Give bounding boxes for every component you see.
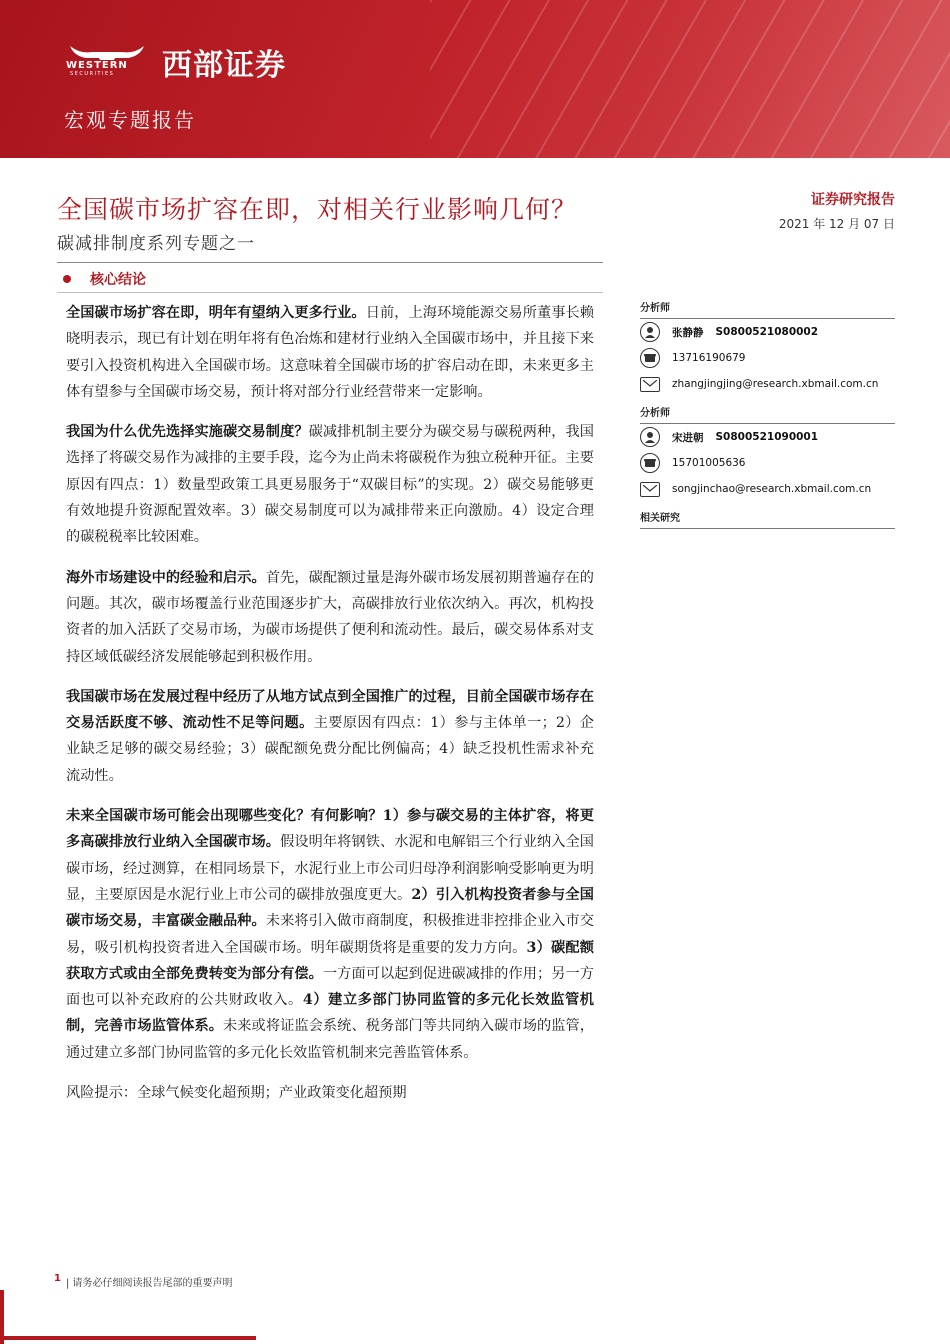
phone-icon xyxy=(640,453,660,473)
analyst-1-name: 张静静 xyxy=(672,326,704,339)
footer-accent-horizontal xyxy=(0,1336,256,1340)
analyst-2-phone[interactable]: 15701005636 xyxy=(672,457,746,469)
section-heading: 核心结论 xyxy=(90,272,146,288)
report-type: 宏观专题报告 xyxy=(64,108,196,132)
report-date: 2021 年 12 月 07 日 xyxy=(778,217,895,231)
paragraph-3-lead: 海外市场建设中的经验和启示。 xyxy=(66,569,266,586)
analyst-label: 分析师 xyxy=(640,401,895,424)
related-research-label: 相关研究 xyxy=(640,506,895,529)
analyst-2-name: 宋进朝 xyxy=(672,431,704,444)
paragraph-3 xyxy=(66,565,594,670)
paragraph-5 xyxy=(66,803,594,1066)
analyst-2-email[interactable]: songjinchao@research.xbmail.com.cn xyxy=(672,483,872,495)
analyst-block-2 xyxy=(640,401,895,502)
paragraph-5-lead-2: 2）引入机构投资者参与全国碳市场交易，丰富碳金融品种。 xyxy=(66,886,594,930)
title-divider xyxy=(57,262,603,263)
analyst-label: 分析师 xyxy=(640,296,895,319)
paragraph-5-lead-3: 3）碳配额获取方式或由全部免费转变为部分有偿。 xyxy=(66,939,594,982)
paragraph-4-text: 主要原因有四点：1）参与主体单一；2）企业缺乏足够的碳交易经验；3）碳配额免费分配比例偏高；4）缺乏投机性需求补充流动性。 xyxy=(66,715,594,784)
section-bullet-icon xyxy=(63,275,71,283)
analyst-1-id: S0800521080002 xyxy=(715,326,819,338)
analyst-1-name-row xyxy=(640,319,895,345)
logo-chinese: 西部证券 xyxy=(162,48,286,83)
analyst-block-1 xyxy=(640,296,895,397)
paragraph-5-text-4: 未来或将证监会系统、税务部门等共同纳入碳市场的监管，通过建立多部门协同监管的多元化长效监管机制来完善监管体系。 xyxy=(66,1018,594,1061)
mail-icon xyxy=(640,482,660,497)
analyst-1-phone[interactable]: 13716190679 xyxy=(672,352,746,364)
core-conclusions xyxy=(66,300,594,1106)
mail-icon xyxy=(640,377,660,392)
footer-disclaimer: | 请务必仔细阅读报告尾部的重要声明 xyxy=(66,1278,233,1289)
analyst-2-email-row xyxy=(640,476,895,502)
analyst-1-email[interactable]: zhangjingjing@research.xbmail.com.cn xyxy=(672,378,879,390)
paragraph-1 xyxy=(66,300,594,405)
paragraph-2-lead: 我国为什么优先选择实施碳交易制度？ xyxy=(66,424,309,441)
phone-icon xyxy=(640,348,660,368)
logo-english-sub: SECURITIES xyxy=(70,71,115,77)
report-subtitle: 碳减排制度系列专题之一 xyxy=(57,234,255,254)
person-icon xyxy=(640,322,660,342)
analyst-2-name-row xyxy=(640,424,895,450)
paragraph-5-text-1: 假设明年将钢铁、水泥和电解铝三个行业纳入全国碳市场，经过测算，在相同场景下，水泥行业上市公司归母净利润影响受影响更为明显，主要原因是水泥行业上市公司的碳排放强度更大。 xyxy=(66,834,594,903)
analyst-sidebar xyxy=(640,296,895,529)
paragraph-3-text: 首先，碳配额过量是海外碳市场发展初期普遍存在的问题。其次，碳市场覆盖行业范围逐步扩大，高碳排放行业依次纳入。再次，机构投资者的加入活跃了交易市场，为碳市场提供了便利和流动性。最后，碳交易体系对支持区域低碳经济发展能够起到积极作用。 xyxy=(66,569,594,665)
paragraph-5-lead-1: 未来全国碳市场可能会出现哪些变化？有何影响？1）参与碳交易的主体扩容，将更多高碳排放行业纳入全国碳市场。 xyxy=(66,808,594,851)
analyst-1-email-row xyxy=(640,371,895,397)
paragraph-5-lead-4: 4）建立多部门协同监管的多元化长效监管机制，完善市场监管体系。 xyxy=(66,992,594,1035)
paragraph-2 xyxy=(66,419,594,550)
analyst-2-id: S0800521090001 xyxy=(715,431,819,443)
paragraph-5-text-2: 未来将引入做市商制度，积极推进非控排企业入市交易，吸引机构投资者进入全国碳市场。明年碳期货将是重要的发力方向。 xyxy=(66,913,594,956)
risk-warning: 风险提示：全球气候变化超预期；产业政策变化超预期 xyxy=(66,1085,407,1102)
paragraph-4-lead: 我国碳市场在发展过程中经历了从地方试点到全国推广的过程，目前全国碳市场存在交易活跃度不够、流动性不足等问题。 xyxy=(66,688,594,732)
paragraph-5-text-3: 一方面可以起到促进碳减排的作用；另一方面也可以补充政府的公共财政收入。 xyxy=(66,965,594,1009)
header-banner xyxy=(0,0,950,158)
person-icon xyxy=(640,427,660,447)
document-class: 证券研究报告 xyxy=(811,192,895,208)
section-divider xyxy=(57,292,603,293)
report-title: 全国碳市场扩容在即，对相关行业影响几何？ xyxy=(57,195,578,224)
analyst-2-phone-row xyxy=(640,450,895,476)
paragraph-1-lead: 全国碳市场扩容在即，明年有望纳入更多行业。 xyxy=(66,305,366,321)
paragraph-2-text: 碳减排机制主要分为碳交易与碳税两种，我国选择了将碳交易作为减排的主要手段，迄今为止尚未将碳税作为独立税种开征。主要原因有四点：1）数量型政策工具更易服务于“双碳目标”的实现。2）碳交易能够更有效地提升资源配置效率。3）碳交易制度可以为减排带来正向激励。4）设定合理的碳税税率比较困难。 xyxy=(66,424,594,546)
page-number: 1 xyxy=(54,1273,61,1284)
paragraph-1-text: 日前，上海环境能源交易所董事长赖晓明表示，现已有计划在明年将有色冶炼和建材行业纳入全国碳市场中，并且接下来要引入投资机构进入全国碳市场。这意味着全国碳市场的扩容启动在即，未来更多主体有望参与全国碳市场交易，预计将对部分行业经营带来一定影响。 xyxy=(66,305,594,400)
logo-english: WESTERN xyxy=(66,60,128,71)
paragraph-4 xyxy=(66,684,594,789)
banner-decoration xyxy=(430,0,950,158)
analyst-1-phone-row xyxy=(640,345,895,371)
